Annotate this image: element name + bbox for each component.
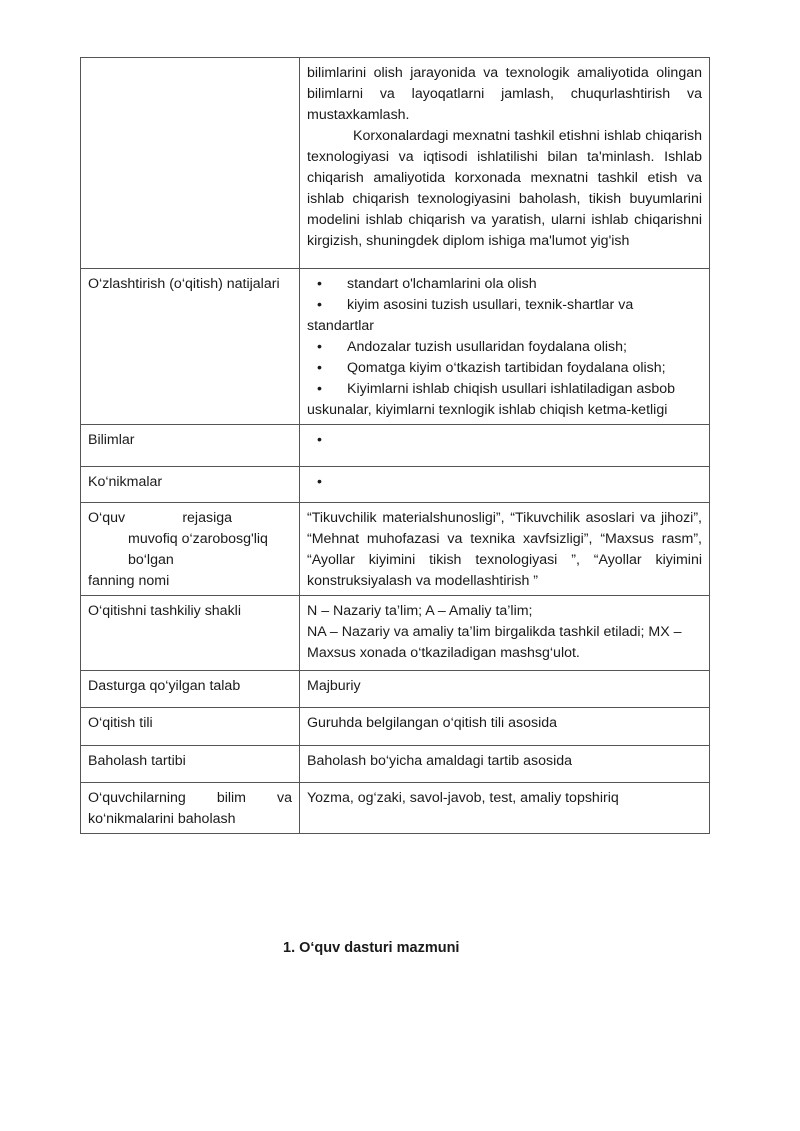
table-row [81,596,710,671]
label-line: fanning nomi [88,573,170,589]
table-row [81,708,710,746]
row-label: Ko‘nikmalar [81,467,300,503]
table-row [81,58,710,269]
list-item: • Kiyimlarni ishlab chiqish usullari ishlatiladigan asbob [307,379,702,400]
label-line: muvofiq o‘zarobosg'liq [128,531,268,547]
table-cell-value: Majburiy [300,671,710,708]
outcomes-list [307,274,702,421]
row-label: O‘quvchilarning bilim va ko‘nikmalarini baholash [81,783,300,834]
table-cell-value [300,467,710,503]
value-line: NA – Nazariy va amaliy ta’lim birgalikda tashkil etiladi; MX – Maxsus xonada o‘tkaziladigan mashsg‘ulot. [307,624,682,661]
section-heading: 1. O‘quv dasturi mazmuni [283,940,460,956]
value-line: N – Nazariy ta’lim; A – Amaliy ta’lim; [307,603,533,619]
list-item: • standart o'lchamlarini ola olish [307,274,702,295]
table-cell-value: Baholash bo‘yicha amaldagi tartib asosida [300,746,710,783]
program-table [80,57,710,834]
row-label [81,503,300,596]
list-item-continuation: uskunalar, kiyimlarni texnlogik ishlab chiqish ketma-ketligi [307,402,668,418]
table-row [81,746,710,783]
table-cell-value: Yozma, og‘zaki, savol-javob, test, amaliy topshiriq [300,783,710,834]
list-item: • Qomatga kiyim o‘tkazish tartibidan foydalana olish; [307,358,702,379]
table-row [81,671,710,708]
table-row [81,425,710,467]
table-cell-outcomes [300,269,710,425]
table-cell-value: “Tikuvchilik materialshunosligi”, “Tikuvchilik asoslari va jihozi”, “Mehnat muhofazasi va texnika xavfsizligi”, “Maxsus rasm”, “Ayollar kiyimini tikish texnologiyasi ”, “Ayollar kiyimini konstruksiyalash va modellashtirish ” [300,503,710,596]
description-paragraph: Korxonalardagi mexnatni tashkil etishni ishlab chiqarish texnologiyasi va iqtisodi ishlatilishi bilan ta'minlash. Ishlab chiqarish amaliyotida korxonada mexnatni tashkil etish va ishlab chiqarish texnologiyasini baholash, tikish buyumlarini modelini ishlab chiqarish va yaratish, ularni ishlab chiqarishni kirgizish, shuningdek diplom ishiga ma'lumot yig'ish [307,128,702,249]
label-word: O‘quv [88,510,126,526]
empty-bullet: • [317,474,322,490]
row-label: Baholash tartibi [81,746,300,783]
empty-bullet: • [317,432,322,448]
row-label: O‘qitish tili [81,708,300,746]
table-cell-value [300,425,710,467]
row-label: O‘qitishni tashkiliy shakli [81,596,300,671]
row-label: Dasturga qo‘yilgan talab [81,671,300,708]
description-paragraph: bilimlarini olish jarayonida va texnologik amaliyotida olingan bilimlarni va layoqatlarni jamlash, chuqurlashtirish va mustaxkamlash. [307,65,702,123]
row-label: Bilimlar [81,425,300,467]
list-item: • Andozalar tuzish usullaridan foydalana olish; [307,337,702,358]
table-row [81,783,710,834]
list-item-continuation: standartlar [307,318,375,334]
table-row [81,467,710,503]
table-row [81,269,710,425]
row-label: O‘zlashtirish (o‘qitish) natijalari [81,269,300,425]
table-cell-value: Guruhda belgilangan o‘qitish tili asosida [300,708,710,746]
table-cell-empty [81,58,300,269]
table-cell-value [300,596,710,671]
list-item: • kiyim asosini tuzish usullari, texnik-shartlar va [307,295,702,316]
table-cell-description [300,58,710,269]
label-word: rejasiga [182,510,232,526]
table-row [81,503,710,596]
label-line: bo‘lgan [128,552,174,568]
